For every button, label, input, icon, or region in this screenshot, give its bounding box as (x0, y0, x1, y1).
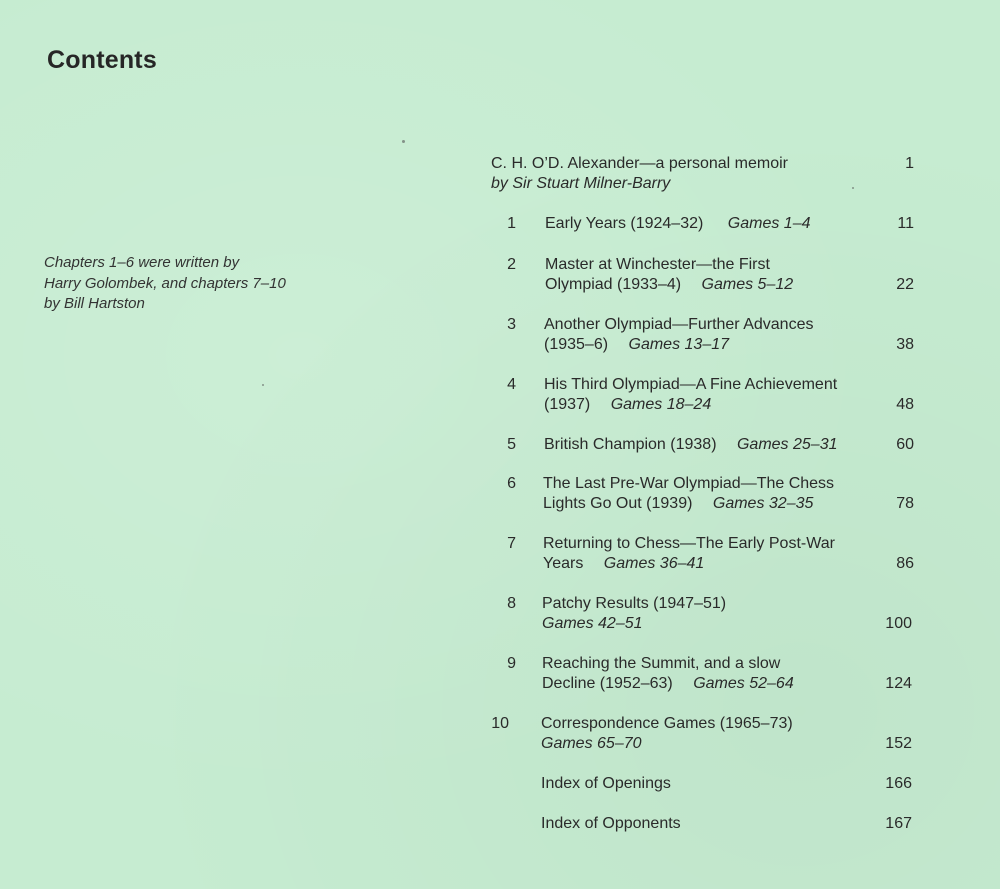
index-openings-page: 166 (885, 775, 912, 792)
chapter-title: Master at Winchester—the First (545, 256, 770, 273)
chapter-games: Games 65–70 (541, 735, 642, 752)
memoir-author: by Sir Stuart Milner-Barry (491, 175, 671, 192)
chapter-page: 124 (885, 675, 912, 692)
chapter-games: Games 32–35 (712, 495, 814, 512)
chapter-title: Reaching the Summit, and a slow (542, 655, 781, 672)
chapter-games: Games 18–24 (610, 396, 712, 413)
chapter-title: Patchy Results (1947–51) (542, 595, 727, 612)
chapter-page: 78 (896, 495, 914, 512)
chapter-number: 10 (491, 715, 509, 732)
chapter-title: Correspondence Games (1965–73) (541, 715, 793, 732)
paper-speck (262, 384, 264, 386)
chapter-number: 9 (507, 655, 516, 672)
chapter-title-cont: Decline (1952–63) Games 52–64 (542, 675, 794, 692)
chapter-page: 38 (896, 336, 914, 353)
chapter-games: Games 13–17 (628, 336, 730, 353)
index-opponents: Index of Opponents (541, 815, 681, 832)
chapter-number: 2 (507, 256, 516, 273)
index-openings: Index of Openings (541, 775, 671, 792)
chapter-number: 5 (507, 436, 516, 453)
chapter-title: British Champion (1938) Games 25–31 (544, 436, 838, 453)
chapter-games: Games 1–4 (727, 215, 811, 232)
chapter-page: 60 (896, 436, 914, 453)
chapter-title-cont: Lights Go Out (1939) Games 32–35 (543, 495, 814, 512)
chapter-title-cont: (1937) Games 18–24 (544, 396, 712, 413)
chapter-games: Games 5–12 (701, 276, 794, 293)
chapter-games: Games 42–51 (542, 615, 643, 632)
chapter-page: 152 (885, 735, 912, 752)
memoir-page: 1 (905, 155, 914, 172)
index-opponents-page: 167 (885, 815, 912, 832)
chapter-games: Games 25–31 (736, 436, 838, 453)
note-line: Chapters 1–6 were written by (44, 254, 240, 271)
page-title: Contents (47, 46, 157, 74)
chapter-page: 22 (896, 276, 914, 293)
chapter-page: 86 (896, 555, 914, 572)
chapter-page: 48 (896, 396, 914, 413)
chapter-title: His Third Olympiad—A Fine Achievement (544, 376, 838, 393)
chapter-title-cont: (1935–6) Games 13–17 (544, 336, 730, 353)
note-line: Harry Golombek, and chapters 7–10 (44, 274, 286, 292)
chapter-number: 4 (507, 376, 516, 393)
chapter-title: Another Olympiad—Further Advances (544, 316, 814, 333)
chapter-number: 1 (507, 215, 516, 232)
authorship-note (44, 253, 364, 315)
chapter-number: 3 (507, 316, 516, 333)
chapter-games: Games 52–64 (693, 675, 794, 692)
memoir-title: C. H. O’D. Alexander—a personal memoir (491, 155, 788, 172)
chapter-title-cont: Years Games 36–41 (543, 555, 705, 572)
chapter-number: 7 (507, 535, 516, 552)
chapter-number: 6 (507, 475, 516, 492)
chapter-title: Early Years (1924–32) Games 1–4 (545, 215, 811, 232)
chapter-number: 8 (507, 595, 516, 612)
paper-speck (402, 140, 405, 143)
note-line: by Bill Hartston (44, 295, 145, 312)
chapter-title: The Last Pre-War Olympiad—The Chess (543, 475, 835, 492)
chapter-games: Games 36–41 (603, 555, 705, 572)
chapter-page: 100 (885, 615, 912, 632)
chapter-title-cont: Olympiad (1933–4) Games 5–12 (545, 276, 794, 293)
chapter-page: 11 (897, 215, 914, 232)
chapter-title: Returning to Chess—The Early Post-War (543, 535, 835, 552)
paper-speck (852, 187, 854, 189)
